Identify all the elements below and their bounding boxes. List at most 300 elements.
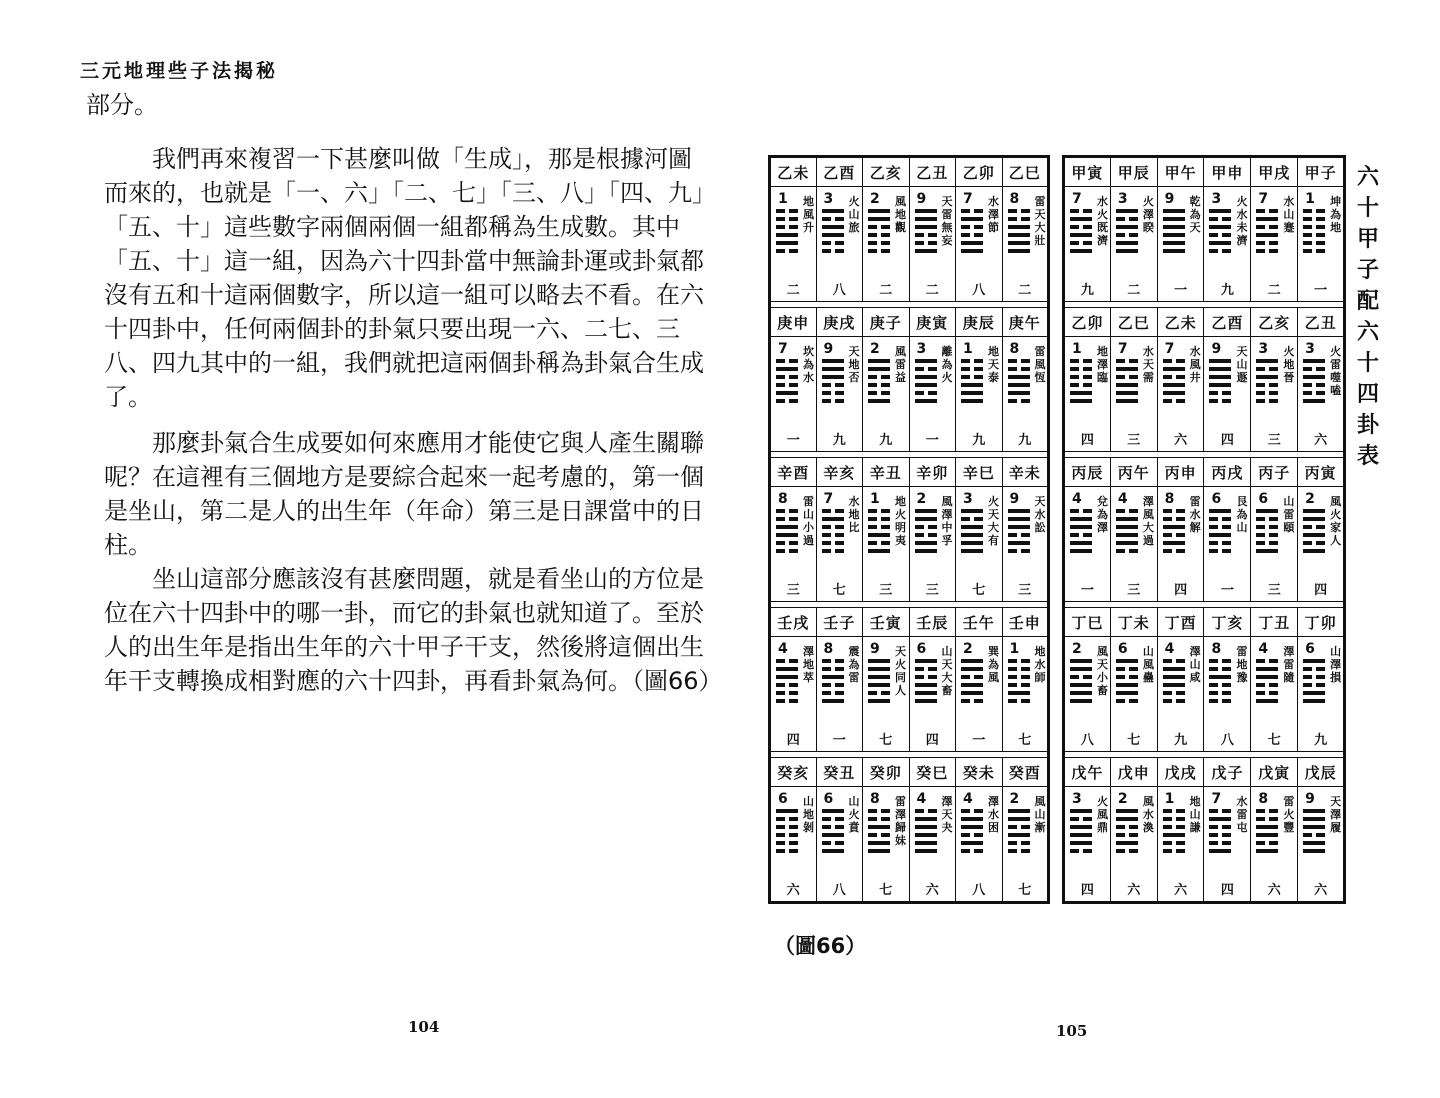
yin-line [1008, 399, 1030, 403]
yang-line [1070, 699, 1092, 703]
hexagram-name: 山雷頤 [1283, 495, 1295, 534]
gua-qi-number: 8 [870, 791, 880, 807]
hexagram-symbol [961, 659, 983, 707]
yin-line [1163, 691, 1185, 695]
gua-qi-number: 8 [778, 491, 788, 507]
hexagram-symbol [1209, 359, 1231, 407]
yin-line [1070, 367, 1092, 371]
yin-line [961, 849, 983, 853]
yin-line [868, 517, 890, 521]
hexagram-symbol [1256, 209, 1278, 257]
yang-line [1303, 533, 1325, 537]
yin-line [1256, 209, 1278, 213]
gua-yun-number: 二 [1127, 283, 1141, 298]
gua-yun-number: 六 [1174, 883, 1188, 898]
hexagram-cell [1064, 637, 1111, 752]
hexagram-cell [956, 637, 1003, 752]
yin-line [961, 359, 983, 363]
yang-line [822, 833, 844, 837]
yin-line [1209, 249, 1231, 253]
paragraph-4: 坐山這部分應該沒有甚麼問題，就是看坐山的方位是位在六十四卦中的哪一卦，而它的卦氣也就知道了。至於人的出生年是指出生年的六十甲子干支，然後將這個出生年干支轉換成相對應的六十四卦，再看卦氣為何。（圖66） [104, 565, 723, 695]
hexagram-cell [770, 787, 817, 903]
hexagram-cell [956, 337, 1003, 452]
gua-yun-number: 八 [832, 283, 846, 298]
yang-line [822, 675, 844, 679]
gua-qi-number: 4 [1164, 641, 1175, 657]
hexagram-cell [1251, 787, 1298, 903]
hexagram-symbol [1209, 659, 1231, 707]
hexagram-name: 風水渙 [1142, 795, 1154, 834]
hexagram-cell [1064, 187, 1111, 302]
hexagram-name: 水雷屯 [1236, 795, 1248, 834]
yin-line [1256, 683, 1278, 687]
hexagram-cell [1064, 337, 1111, 452]
yang-line [1163, 209, 1185, 213]
yang-line [822, 209, 844, 213]
hexagram-name: 山澤損 [1330, 645, 1342, 684]
hexagram-cell [1251, 187, 1298, 302]
hexagram-name: 雷澤歸妹 [895, 795, 906, 847]
yang-line [868, 825, 890, 829]
yang-line [961, 509, 983, 513]
yin-line [1256, 659, 1278, 663]
yin-line [776, 383, 798, 387]
gua-yun-number: 九 [832, 433, 846, 448]
yang-line [1163, 225, 1185, 229]
ganzhi-header: 乙未 [1157, 308, 1204, 337]
hexagram-symbol [1008, 209, 1030, 257]
ganzhi-header: 庚午 [1002, 308, 1049, 337]
hexagram-symbol [822, 659, 844, 707]
hexagram-symbol [1163, 209, 1185, 257]
yang-line [1008, 509, 1030, 513]
yin-line [1209, 833, 1231, 837]
ganzhi-header: 丁酉 [1157, 608, 1204, 637]
yin-line [1163, 849, 1185, 853]
hexagram-name: 天澤履 [1330, 795, 1342, 834]
gua-qi-number: 1 [1305, 191, 1315, 207]
gua-qi-number: 1 [1164, 791, 1175, 807]
gua-qi-number: 7 [1258, 191, 1269, 207]
yin-line [776, 841, 798, 845]
yang-line [1209, 225, 1231, 229]
hexagram-name: 火山旅 [848, 195, 860, 234]
gua-yun-number: 二 [879, 283, 893, 298]
gua-yun-number: 三 [1267, 433, 1281, 448]
ganzhi-header: 丁卯 [1298, 608, 1345, 637]
yin-line [868, 375, 890, 379]
hexagram-cell [770, 187, 817, 302]
yin-line [1116, 825, 1138, 829]
yang-line [1209, 675, 1231, 679]
yang-line [1163, 675, 1185, 679]
gua-qi-number: 2 [963, 641, 973, 657]
hexagram-name: 地水師 [1034, 645, 1046, 684]
yang-line [915, 517, 937, 521]
gua-qi-number: 3 [1211, 191, 1222, 207]
hexagram-symbol [1163, 509, 1185, 557]
ganzhi-header: 癸巳 [909, 758, 956, 787]
gua-yun-number: 二 [925, 283, 939, 298]
gua-yun-number: 一 [972, 733, 986, 748]
yin-line [1209, 699, 1231, 703]
yang-line [1303, 549, 1325, 553]
yang-line [1256, 675, 1278, 679]
gua-yun-number: 六 [1174, 433, 1188, 448]
yang-line [1303, 659, 1325, 663]
yin-line [1163, 549, 1185, 553]
ganzhi-header: 丙申 [1157, 458, 1204, 487]
yin-line [868, 391, 890, 395]
yang-line [1008, 691, 1030, 695]
hexagram-name: 澤風大過 [1142, 495, 1154, 547]
yang-line [961, 667, 983, 671]
gua-qi-number: 7 [778, 341, 788, 357]
yang-line [776, 233, 798, 237]
yin-line [1256, 249, 1278, 253]
yin-line [1256, 541, 1278, 545]
hexagram-cell [1298, 187, 1345, 302]
yin-line [1256, 225, 1278, 229]
hexagram-symbol [1209, 509, 1231, 557]
yin-line [1256, 383, 1278, 387]
yin-line [1116, 675, 1138, 679]
gua-yun-number: 四 [1220, 433, 1234, 448]
gua-qi-number: 3 [1258, 341, 1269, 357]
yang-line [961, 399, 983, 403]
yin-line [1209, 659, 1231, 663]
yang-line [961, 533, 983, 537]
hexagram-symbol [868, 659, 890, 707]
yang-line [1116, 683, 1138, 687]
hexagram-symbol [1070, 209, 1092, 257]
yang-line [822, 233, 844, 237]
hexagram-name: 風澤中孚 [941, 495, 953, 547]
hexagram-cell [1002, 337, 1049, 452]
ganzhi-header: 壬午 [956, 608, 1003, 637]
yin-line [1303, 667, 1325, 671]
yin-line [1303, 241, 1325, 245]
yin-line [776, 817, 798, 821]
hexagram-cell [1110, 187, 1157, 302]
ganzhi-header: 丁丑 [1251, 608, 1298, 637]
yin-line [1163, 517, 1185, 521]
yin-line [776, 375, 798, 379]
gua-qi-number: 1 [963, 341, 973, 357]
ganzhi-header: 庚戌 [816, 308, 863, 337]
yin-line [822, 541, 844, 545]
hexagram-name: 巽為風 [988, 645, 999, 684]
hexagram-name: 地澤臨 [1097, 345, 1108, 384]
hexagram-symbol [868, 809, 890, 857]
yin-line [868, 541, 890, 545]
yang-line [1209, 209, 1231, 213]
yin-line [1163, 375, 1185, 379]
yang-line [1163, 233, 1185, 237]
gua-yun-number: 四 [1314, 583, 1328, 598]
page-number-left: 104 [408, 1018, 440, 1036]
gua-yun-number: 三 [1267, 583, 1281, 598]
gua-qi-number: 3 [823, 191, 834, 207]
yang-line [822, 699, 844, 703]
hexagram-cell [1251, 637, 1298, 752]
yang-line [868, 217, 890, 221]
yang-line [1209, 383, 1231, 387]
hexagram-symbol [1116, 359, 1138, 407]
yang-line [1008, 541, 1030, 545]
hexagram-name: 山天大畜 [941, 645, 953, 697]
hexagram-table-left [768, 155, 1050, 904]
yang-line [1256, 699, 1278, 703]
hexagram-symbol [1116, 809, 1138, 857]
hexagram-symbol [776, 809, 798, 857]
hexagram-name: 地火明夷 [895, 495, 906, 547]
gua-yun-number: 七 [1267, 733, 1281, 748]
gua-yun-number: 九 [972, 433, 986, 448]
yin-line [1303, 683, 1325, 687]
gua-yun-number: 四 [1080, 433, 1094, 448]
hexagram-symbol [1163, 809, 1185, 857]
hexagram-symbol [915, 359, 937, 407]
hexagram-name: 離為火 [941, 345, 953, 384]
yang-line [1008, 833, 1030, 837]
gua-qi-number: 9 [1009, 491, 1020, 507]
gua-qi-number: 1 [1009, 641, 1020, 657]
hexagram-cell [863, 637, 910, 752]
yin-line [1008, 667, 1030, 671]
yang-line [1256, 549, 1278, 553]
hexagram-cell [1298, 337, 1345, 452]
yin-line [822, 241, 844, 245]
hexagram-symbol [776, 659, 798, 707]
yin-line [1008, 683, 1030, 687]
yin-line [1303, 217, 1325, 221]
yin-line [1303, 367, 1325, 371]
yang-line [1008, 225, 1030, 229]
yin-line [776, 691, 798, 695]
yang-line [915, 541, 937, 545]
yin-line [1116, 833, 1138, 837]
yang-line [868, 841, 890, 845]
yin-line [822, 391, 844, 395]
yang-line [1116, 533, 1138, 537]
hexagram-symbol [1256, 659, 1278, 707]
hexagram-symbol [868, 509, 890, 557]
yin-line [1303, 233, 1325, 237]
hexagram-name: 震為雷 [848, 645, 860, 684]
hexagram-symbol [1256, 809, 1278, 857]
hexagram-cell [1204, 637, 1251, 752]
yang-line [1116, 691, 1138, 695]
gua-qi-number: 7 [823, 491, 834, 507]
yang-line [1209, 367, 1231, 371]
yin-line [1070, 383, 1092, 387]
gua-yun-number: 四 [1220, 883, 1234, 898]
hexagram-name: 坎為水 [803, 345, 814, 384]
yin-line [1163, 533, 1185, 537]
yang-line [1008, 241, 1030, 245]
hexagram-name: 水山蹇 [1283, 195, 1295, 234]
hexagram-symbol [822, 809, 844, 857]
yang-line [915, 217, 937, 221]
yang-line [915, 399, 937, 403]
hexagram-name: 兌為澤 [1097, 495, 1108, 534]
yang-line [1116, 391, 1138, 395]
hexagram-name: 風火家人 [1330, 495, 1342, 547]
hexagram-cell [909, 637, 956, 752]
yin-line [1256, 691, 1278, 695]
gua-yun-number: 一 [1174, 283, 1188, 298]
yang-line [822, 517, 844, 521]
yin-line [822, 841, 844, 845]
hexagram-symbol [915, 809, 937, 857]
ganzhi-header: 壬申 [1002, 608, 1049, 637]
yang-line [1116, 817, 1138, 821]
gua-yun-number: 一 [1314, 283, 1328, 298]
ganzhi-header: 癸丑 [816, 758, 863, 787]
hexagram-symbol [1303, 509, 1325, 557]
yin-line [1070, 817, 1092, 821]
gua-qi-number: 7 [1072, 191, 1082, 207]
yin-line [1070, 375, 1092, 379]
yin-line [822, 383, 844, 387]
paragraph-3: 那麼卦氣合生成要如何來應用才能使它與人產生關聯呢？在這裡有三個地方是要綜合起來一起考慮的，第一個是坐山，第二是人的出生年（年命）第三是日課當中的日柱。 [104, 429, 704, 559]
yin-line [1256, 533, 1278, 537]
yang-line [776, 533, 798, 537]
hexagram-name: 水澤節 [988, 195, 999, 234]
hexagram-name: 火地晉 [1283, 345, 1295, 384]
yin-line [1008, 367, 1030, 371]
yin-line [1070, 241, 1092, 245]
hexagram-cell [1110, 487, 1157, 602]
yin-line [1256, 241, 1278, 245]
yin-line [776, 699, 798, 703]
ganzhi-header: 乙丑 [909, 157, 956, 187]
gua-qi-number: 6 [1211, 491, 1222, 507]
yang-line [961, 825, 983, 829]
yang-line [868, 209, 890, 213]
yang-line [868, 699, 890, 703]
yin-line [1209, 525, 1231, 529]
hexagram-symbol [1070, 809, 1092, 857]
gua-qi-number: 8 [1009, 191, 1020, 207]
hexagram-cell [956, 787, 1003, 903]
hexagram-symbol [961, 809, 983, 857]
hexagram-cell [816, 487, 863, 602]
yin-line [1163, 825, 1185, 829]
yin-line [822, 533, 844, 537]
gua-qi-number: 6 [1258, 491, 1269, 507]
gua-qi-number: 4 [1117, 491, 1128, 507]
yang-line [1070, 549, 1092, 553]
yin-line [1209, 841, 1231, 845]
gua-yun-number: 八 [1080, 733, 1094, 748]
hexagram-cell [1157, 337, 1204, 452]
yin-line [1209, 391, 1231, 395]
hexagram-cell [770, 487, 817, 602]
yin-line [1116, 849, 1138, 853]
gua-yun-number: 四 [1080, 883, 1094, 898]
yin-line [915, 809, 937, 813]
hexagram-name: 火水未濟 [1236, 195, 1248, 247]
gua-yun-number: 六 [1127, 883, 1141, 898]
yang-line [776, 675, 798, 679]
gua-qi-number: 3 [1305, 341, 1315, 357]
yang-line [915, 817, 937, 821]
hexagram-cell [1298, 487, 1345, 602]
ganzhi-header: 乙卯 [1064, 308, 1111, 337]
ganzhi-header: 丙寅 [1298, 458, 1345, 487]
yang-line [961, 249, 983, 253]
gua-yun-number: 六 [786, 883, 800, 898]
yang-line [915, 825, 937, 829]
gua-yun-number: 一 [1080, 583, 1094, 598]
hexagram-symbol [961, 359, 983, 407]
hexagram-name: 天山遯 [1236, 345, 1248, 384]
hexagram-cell [1204, 487, 1251, 602]
hexagram-cell [1298, 637, 1345, 752]
yang-line [1070, 217, 1092, 221]
ganzhi-header: 戊申 [1110, 758, 1157, 787]
hexagram-symbol [1070, 509, 1092, 557]
hexagram-cell [816, 337, 863, 452]
hexagram-symbol [1008, 659, 1030, 707]
gua-yun-number: 二 [786, 283, 800, 298]
hexagram-cell [770, 637, 817, 752]
yang-line [1303, 825, 1325, 829]
yang-line [1116, 367, 1138, 371]
yang-line [1163, 683, 1185, 687]
yang-line [915, 209, 937, 213]
ganzhi-header: 甲寅 [1064, 157, 1111, 187]
yang-line [1303, 699, 1325, 703]
yin-line [1070, 533, 1092, 537]
yang-line [1008, 817, 1030, 821]
hexagram-cell [1204, 337, 1251, 452]
yin-line [1008, 675, 1030, 679]
yin-line [1008, 549, 1030, 553]
ganzhi-header: 乙卯 [956, 157, 1003, 187]
hexagram-cell [1002, 787, 1049, 903]
ganzhi-header: 庚申 [770, 308, 817, 337]
gua-qi-number: 9 [916, 191, 927, 207]
yin-line [961, 833, 983, 837]
yin-line [1209, 683, 1231, 687]
ganzhi-header: 壬寅 [863, 608, 910, 637]
gua-yun-number: 三 [786, 583, 800, 598]
yin-line [822, 667, 844, 671]
ganzhi-header: 乙巳 [1110, 308, 1157, 337]
ganzhi-header: 壬子 [816, 608, 863, 637]
gua-yun-number: 八 [972, 283, 986, 298]
yang-line [961, 217, 983, 221]
page-number-right: 105 [1056, 1022, 1088, 1040]
yin-line [1070, 675, 1092, 679]
yang-line [1163, 391, 1185, 395]
yang-line [1209, 533, 1231, 537]
yang-line [868, 367, 890, 371]
gua-qi-number: 7 [1211, 791, 1222, 807]
gua-yun-number: 一 [925, 433, 939, 448]
hexagram-symbol [1116, 209, 1138, 257]
yin-line [1116, 359, 1138, 363]
yin-line [868, 809, 890, 813]
yang-line [868, 849, 890, 853]
ganzhi-header: 癸卯 [863, 758, 910, 787]
yin-line [1070, 225, 1092, 229]
hexagram-cell [909, 187, 956, 302]
yang-line [1303, 849, 1325, 853]
